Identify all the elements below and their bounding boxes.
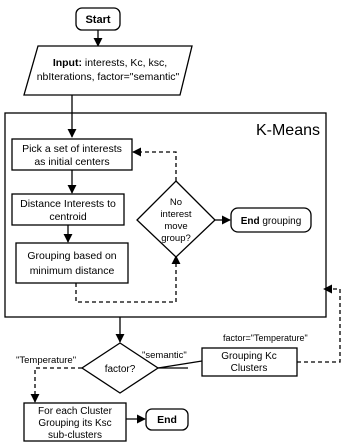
semantic-label: "semantic" xyxy=(142,350,187,361)
factor-label: factor? xyxy=(104,364,136,375)
decision-line-2: interest xyxy=(160,209,192,220)
grouping-kc-line-1: Grouping Kc xyxy=(221,351,277,362)
grouping-line-1: Grouping based on xyxy=(27,250,117,262)
for-each-line-3: sub-clusters xyxy=(48,430,102,441)
end-grouping-label: End grouping xyxy=(240,216,302,227)
factor-temperature-label: factor="Temperature" xyxy=(223,333,308,343)
for-each-line-2: Grouping its Ksc xyxy=(38,418,112,429)
pick-line-1: Pick a set of interests xyxy=(22,143,122,155)
input-line-1: Input: interests, Kc, ksc, xyxy=(52,57,168,69)
input-line-2: nbIterations, factor="semantic" xyxy=(36,71,180,83)
distance-line-2: centroid xyxy=(49,211,87,223)
decision-line-4: group? xyxy=(161,233,191,244)
for-each-line-1: For each Cluster xyxy=(38,406,112,417)
decision-line-3: move xyxy=(164,221,188,232)
pick-line-2: as initial centers xyxy=(34,156,110,168)
grouping-box xyxy=(16,243,128,283)
grouping-line-2: minimum distance xyxy=(29,265,115,277)
start-label: Start xyxy=(85,14,111,26)
end-label: End xyxy=(157,414,177,426)
grouping-kc-line-2: Clusters xyxy=(230,363,268,374)
distance-line-1: Distance Interests to xyxy=(20,198,116,210)
temperature-label: "Temperature" xyxy=(16,355,77,366)
decision-line-1: No xyxy=(169,197,183,208)
kmeans-title: K-Means xyxy=(255,122,320,139)
